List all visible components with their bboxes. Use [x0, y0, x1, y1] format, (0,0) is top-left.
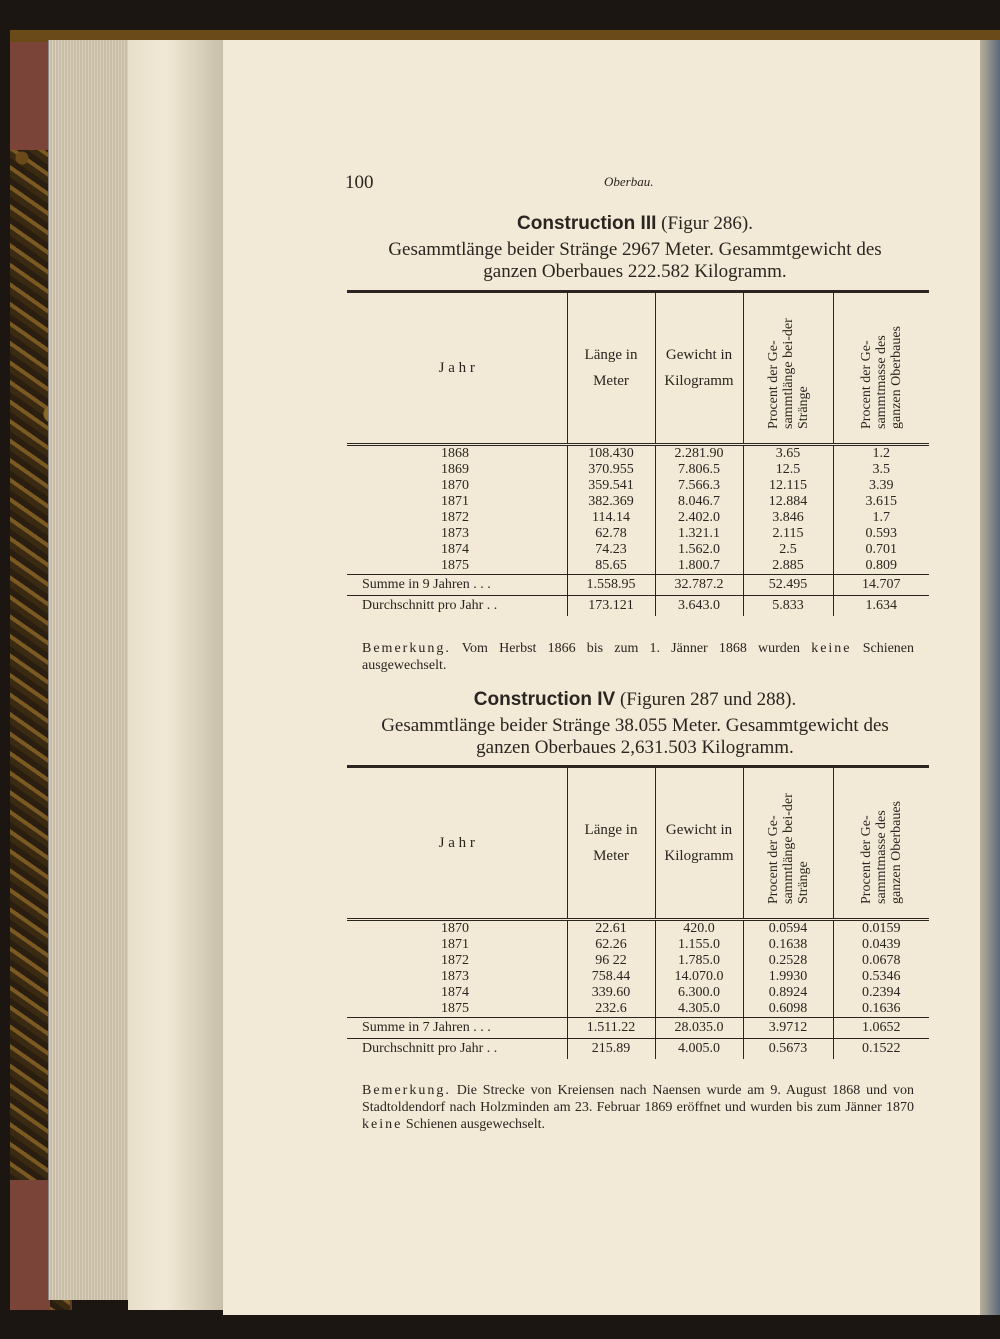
col-procent-laenge: Procent der Ge-sammtlänge bei-der Stränge — [743, 292, 833, 445]
table-cell: 8.046.7 — [655, 494, 743, 510]
table-cell: 3.39 — [833, 478, 929, 494]
durchschnitt-row: Durchschnitt pro Jahr . . 173.121 3.643.0 5.833 1.634 — [347, 596, 929, 617]
table-cell: 1874 — [441, 985, 469, 1000]
table-cell: 382.369 — [567, 494, 655, 510]
table-cell: 74.23 — [567, 542, 655, 558]
table-row — [347, 494, 929, 510]
table-cell: 6.300.0 — [655, 985, 743, 1001]
table-cell: 96 22 — [567, 953, 655, 969]
summe-row: Summe in 9 Jahren . . . 1.558.95 32.787.2 52.495 14.707 — [347, 575, 929, 596]
col-laenge: Länge in Meter — [567, 767, 655, 920]
table-cell: 3.615 — [833, 494, 929, 510]
section3-title — [340, 213, 930, 235]
summe-row: Summe in 7 Jahren . . . 1.511.22 28.035.0 3.9712 1.0652 — [347, 1018, 929, 1039]
section3-desc-line1: Gesammtlänge beider Stränge 2967 Meter. Gesammtgewicht des — [388, 239, 882, 260]
table-row — [347, 445, 929, 463]
table-row — [347, 510, 929, 526]
table-cell: 7.806.5 — [655, 462, 743, 478]
table-row — [347, 462, 929, 478]
col-gewicht: Gewicht in Kilogramm — [655, 767, 743, 920]
book-cover-corner — [10, 30, 50, 150]
table-cell: 0.701 — [833, 542, 929, 558]
table-cell: 1870 — [441, 478, 469, 493]
table-cell: 1872 — [441, 510, 469, 525]
table-cell: 22.61 — [567, 920, 655, 938]
table-row — [347, 985, 929, 1001]
table-cell: 4.305.0 — [655, 1001, 743, 1018]
table-cell: 1872 — [441, 953, 469, 968]
table-cell: 232.6 — [567, 1001, 655, 1018]
section4-ref: (Figuren 287 und 288). — [619, 689, 797, 710]
table-cell: 1870 — [441, 921, 469, 936]
durchschnitt-row: Durchschnitt pro Jahr . . 215.89 4.005.0 0.5673 0.1522 — [347, 1039, 929, 1060]
table-cell: 3.65 — [743, 445, 833, 463]
section3-table — [347, 290, 929, 616]
table-row — [347, 969, 929, 985]
table-cell: 0.6098 — [743, 1001, 833, 1018]
section4-name: Construction IV — [473, 689, 616, 710]
table-cell: 0.809 — [833, 558, 929, 575]
section4-table — [347, 765, 929, 1059]
col-jahr: J a h r — [347, 292, 567, 445]
table-cell: 0.2528 — [743, 953, 833, 969]
table-cell: 420.0 — [655, 920, 743, 938]
section4-desc-line1: Gesammtlänge beider Stränge 38.055 Meter. Gesammtgewicht des — [381, 715, 889, 736]
table-cell: 2.885 — [743, 558, 833, 575]
table-row — [347, 953, 929, 969]
table-cell: 0.1636 — [833, 1001, 929, 1018]
table-cell: 3.846 — [743, 510, 833, 526]
section3-ref: (Figur 286). — [661, 213, 753, 234]
section4-note: Bemerkung. Die Strecke von Kreiensen nach Naensen wurde am 9. August 1868 und von Stadtoldendorf nach Holzminden am 23. Februar 1869 eröffnet und wurden bis zum Jänner 1870 keine Schienen ausgewechselt. — [362, 1083, 914, 1132]
table-header — [347, 292, 929, 445]
table-cell: 0.5346 — [833, 969, 929, 985]
table-cell: 370.955 — [567, 462, 655, 478]
col-procent-masse: Procent der Ge-sammtmasse des ganzen Oberbaues — [833, 767, 929, 920]
section3-note: Bemerkung. Vom Herbst 1866 bis zum 1. Jänner 1868 wurden keine Schienen ausgewechselt. — [362, 641, 915, 673]
table-cell: 1868 — [441, 446, 469, 461]
table-cell: 2.5 — [743, 542, 833, 558]
table-cell: 1873 — [441, 526, 469, 541]
table-header — [347, 767, 929, 920]
table-cell: 2.115 — [743, 526, 833, 542]
table-cell: 1.7 — [833, 510, 929, 526]
table-cell: 1874 — [441, 542, 469, 557]
table-cell: 0.0594 — [743, 920, 833, 938]
table-row — [347, 526, 929, 542]
col-jahr: J a h r — [347, 767, 567, 920]
table-cell: 62.78 — [567, 526, 655, 542]
page-edges — [48, 40, 129, 1300]
col-procent-laenge: Procent der Ge-sammtlänge bei-der Stränge — [743, 767, 833, 920]
table-cell: 1875 — [441, 558, 469, 573]
table-cell: 7.566.3 — [655, 478, 743, 494]
table-cell: 12.5 — [743, 462, 833, 478]
table-cell: 1875 — [441, 1001, 469, 1016]
table-cell: 0.0159 — [833, 920, 929, 938]
table-cell: 14.070.0 — [655, 969, 743, 985]
table-cell: 1871 — [441, 937, 469, 952]
table-row — [347, 937, 929, 953]
table-cell: 1.321.1 — [655, 526, 743, 542]
section3-desc-line2: ganzen Oberbaues 222.582 Kilogramm. — [483, 261, 787, 282]
col-procent-masse: Procent der Ge-sammtmasse des ganzen Oberbaues — [833, 292, 929, 445]
table-cell: 0.0439 — [833, 937, 929, 953]
table-row — [347, 920, 929, 938]
col-laenge: Länge in Meter — [567, 292, 655, 445]
table-row — [347, 478, 929, 494]
table-cell: 359.541 — [567, 478, 655, 494]
table-row — [347, 542, 929, 558]
section3-name: Construction III — [517, 213, 657, 234]
table-cell: 0.0678 — [833, 953, 929, 969]
table-cell: 2.402.0 — [655, 510, 743, 526]
table-row — [347, 1001, 929, 1018]
table-cell: 1.785.0 — [655, 953, 743, 969]
section4-desc-line2: ganzen Oberbaues 2,631.503 Kilogramm. — [476, 737, 794, 758]
table-cell: 0.2394 — [833, 985, 929, 1001]
table-cell: 1.155.0 — [655, 937, 743, 953]
table-cell: 85.65 — [567, 558, 655, 575]
table-cell: 108.430 — [567, 445, 655, 463]
table-cell: 0.593 — [833, 526, 929, 542]
page-number: 100 — [345, 172, 374, 193]
table-cell: 3.5 — [833, 462, 929, 478]
table-cell: 1.9930 — [743, 969, 833, 985]
running-title: Oberbau. — [604, 174, 654, 189]
table-cell: 339.60 — [567, 985, 655, 1001]
col-gewicht: Gewicht in Kilogramm — [655, 292, 743, 445]
table-cell: 1.2 — [833, 445, 929, 463]
table-cell: 0.1638 — [743, 937, 833, 953]
table-cell: 1.562.0 — [655, 542, 743, 558]
table-row — [347, 558, 929, 575]
table-cell: 0.8924 — [743, 985, 833, 1001]
table-cell: 1.800.7 — [655, 558, 743, 575]
section4-title — [340, 689, 930, 711]
table-cell: 1873 — [441, 969, 469, 984]
book-cover-corner — [10, 1180, 50, 1310]
table-cell: 758.44 — [567, 969, 655, 985]
table-cell: 1869 — [441, 462, 469, 477]
table-cell: 62.26 — [567, 937, 655, 953]
table-cell: 114.14 — [567, 510, 655, 526]
table-cell: 12.884 — [743, 494, 833, 510]
table-cell: 1871 — [441, 494, 469, 509]
book-gutter — [128, 40, 223, 1310]
page-right-edge — [980, 40, 1000, 1315]
table-cell: 2.281.90 — [655, 445, 743, 463]
table-cell: 12.115 — [743, 478, 833, 494]
